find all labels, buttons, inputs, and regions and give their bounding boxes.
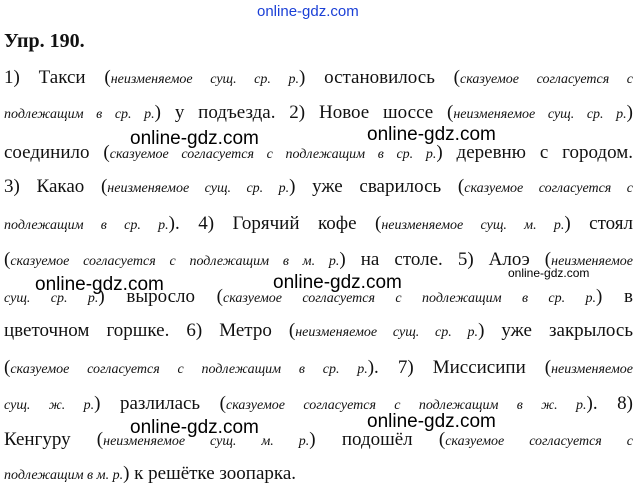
sentence-text: Кенгуру (: [4, 429, 104, 450]
watermark-6: online-gdz.com: [130, 417, 259, 438]
watermark-2: online-gdz.com: [367, 124, 496, 145]
text-line: [4, 101, 633, 127]
text-line: [4, 319, 633, 345]
sentence-text: цветочном горшке. 6) Метро (: [4, 320, 296, 341]
sentence-text: ) выросло (: [98, 286, 223, 307]
sentence-text: ) в: [596, 286, 633, 307]
grammar-note: подлежащим в ср. р.: [4, 218, 169, 233]
sentence-text: ) у подъезда. 2) Новое шоссе (: [154, 102, 454, 123]
sentence-text: ): [626, 102, 633, 123]
grammar-note: неизменяемое сущ. ср. р.: [107, 181, 290, 196]
grammar-note: сказуемое согласуется с подлежащим в ср. р.: [222, 291, 597, 306]
sentence-text: ) разлилась (: [94, 393, 227, 414]
grammar-note: неизменяемое сущ. м. р.: [103, 434, 310, 449]
text-line: [4, 462, 633, 488]
sentence-text: 1) Такси (: [4, 67, 111, 88]
text-line: [4, 392, 633, 418]
grammar-note: подлежащим в м. р.: [4, 468, 124, 483]
sentence-text: ). 4) Горячий кофе (: [168, 213, 382, 234]
grammar-note: сказуемое согласуется с: [445, 434, 633, 449]
grammar-note: сущ. ж. р.: [4, 398, 95, 413]
watermark-top: online-gdz.com: [257, 3, 359, 20]
grammar-note: сказуемое согласуется с: [460, 72, 633, 87]
sentence-text: ) остановилось (: [298, 67, 461, 88]
watermark-3: online-gdz.com: [508, 266, 590, 280]
exercise-heading: Упр. 190.: [4, 30, 85, 52]
watermark-1: online-gdz.com: [130, 128, 259, 149]
grammar-note: неизменяемое сущ. м. р.: [381, 218, 565, 233]
sentence-text: ) уже закрылось: [478, 320, 633, 341]
sentence-text: (: [4, 357, 11, 378]
grammar-note: сказуемое согласуется с подлежащим в м. р.: [10, 254, 340, 269]
grammar-note: неизменяемое: [551, 254, 634, 269]
grammar-note: подлежащим в ср. р.: [4, 107, 155, 122]
sentence-text: ) уже сварилось (: [289, 176, 465, 197]
sentence-text: ) стоял: [564, 213, 634, 234]
grammar-note: неизменяемое сущ. ср. р.: [453, 107, 627, 122]
text-line: [4, 356, 633, 382]
grammar-note: сказуемое согласуется с подлежащим в ж. р.: [226, 398, 587, 413]
grammar-note: сказуемое согласуется с: [464, 181, 633, 196]
text-line: [4, 428, 633, 454]
text-line: [4, 175, 633, 201]
watermark-7: online-gdz.com: [367, 411, 496, 432]
grammar-note: сказуемое согласуется с подлежащим в ср. р.: [10, 362, 368, 377]
grammar-note: сказуемое согласуется с подлежащим в ср. р.: [109, 147, 437, 162]
grammar-note: неизменяемое сущ. ср. р.: [295, 325, 479, 340]
text-line: [4, 212, 633, 238]
sentence-text: соединило (: [4, 142, 110, 163]
text-line: [4, 141, 633, 167]
sentence-text: ). 8): [586, 393, 633, 414]
sentence-text: ) подошёл (: [309, 429, 446, 450]
watermark-5: online-gdz.com: [273, 272, 402, 293]
sentence-text: ) деревню с городом.: [436, 142, 634, 163]
text-line: [4, 66, 633, 92]
sentence-text: ) на столе. 5) Алоэ (: [339, 249, 552, 270]
grammar-note: сущ. ср. р.: [4, 291, 99, 306]
watermark-4: online-gdz.com: [35, 274, 164, 295]
sentence-text: ). 7) Миссисипи (: [367, 357, 552, 378]
sentence-text: 3) Какао (: [4, 176, 108, 197]
sentence-text: (: [4, 249, 11, 270]
grammar-note: неизменяемое: [551, 362, 633, 377]
sentence-text: ) к решётке зоопарка.: [123, 463, 296, 484]
grammar-note: неизменяемое сущ. ср. р.: [110, 72, 299, 87]
